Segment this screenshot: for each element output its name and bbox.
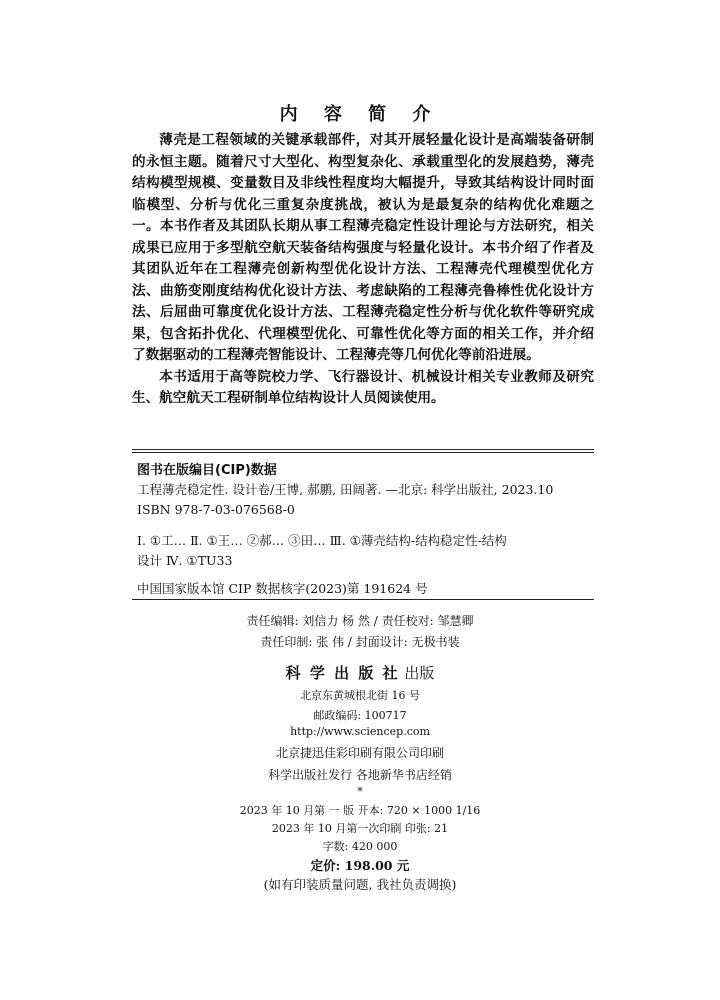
abstract-section (132, 130, 594, 410)
cip-classification-2: 设计 Ⅳ. ①TU33 (137, 553, 233, 568)
cip-record-number: 中国国家版本馆 CIP 数据核字(2023)第 191624 号 (137, 581, 428, 596)
credits-editors: 责任编辑: 刘信力 杨 然 / 责任校对: 邹慧卿 (246, 614, 474, 628)
abstract-paragraph-1: 薄壳是工程领域的关键承载部件，对其开展轻量化设计是高端装备研制的永恒主题。随着尺寸大型化、构型复杂化、承载重型化的发展趋势，薄壳结构模型规模、变量数目及非线性程度均大幅提升，导致其结构设计同时面临模型、分析与优化三重复杂度挑战，被认为是最复杂的结构优化难题之一。本书作者及其团队长期从事工程薄壳稳定性设计理论与方法研究，相关成果已应用于多型航空航天装备结构强度与轻量化设计。本书介绍了作者及其团队近年在工程薄壳创新构型优化设计方法、工程薄壳代理模型优化方法、曲筋变刚度结构优化设计方法、考虑缺陷的工程薄壳鲁棒性优化设计方法、后屈曲可靠度优化设计方法、工程薄壳稳定性分析与优化软件等研究成果，包含拓扑优化、代理模型优化、可靠性优化等方面的相关工作，并介绍了数据驱动的工程薄壳智能设计、工程薄壳等几何优化等前沿进展。 (132, 132, 594, 363)
abstract-paragraph-2: 本书适用于高等院校力学、飞行器设计、机械设计相关专业教师及研究生、航空航天工程研制单位结构设计人员阅读使用。 (132, 368, 594, 406)
separator-star: * (357, 785, 363, 798)
divider-top-double (132, 452, 594, 453)
cip-isbn: ISBN 978-7-03-076568-0 (137, 502, 295, 517)
publisher-website: http://www.sciencep.com (290, 725, 430, 738)
printing-line: 2023 年 10 月第一次印刷 印张: 21 (271, 822, 449, 835)
publisher-name-line (0, 662, 720, 683)
cip-classification-1: Ⅰ. ①工… Ⅱ. ①王… ②郝… ③田… Ⅲ. ①薄壳结构-结构稳定性-结构 (137, 533, 507, 548)
price-line: 定价: 198.00 元 (310, 858, 410, 873)
notice-line: (如有印装质量问题, 我社负责调换) (263, 877, 457, 892)
publisher-suffix: 出版 (404, 664, 435, 682)
publisher-address: 北京东黄城根北街 16 号 (300, 689, 420, 702)
publisher-postcode: 邮政编码: 100717 (313, 709, 407, 722)
credits-production: 责任印制: 张 伟 / 封面设计: 无极书装 (260, 635, 460, 649)
page-title: 内 容 简 介 (279, 104, 441, 125)
divider-bottom (132, 599, 594, 600)
printer-line: 北京捷迅佳彩印刷有限公司印刷 (275, 746, 444, 760)
wordcount-line: 字数: 420 000 (322, 840, 398, 853)
divider-top (132, 449, 594, 450)
cip-heading: 图书在版编目(CIP)数据 (137, 463, 277, 478)
edition-line: 2023 年 10 月第 一 版 开本: 720 × 1000 1/16 (239, 804, 481, 817)
cip-bibliographic-line: 工程薄壳稳定性. 设计卷/王博, 郝鹏, 田阔著. —北京: 科学出版社, 2023.10 (137, 482, 554, 497)
publisher-name: 科 学 出 版 社 (285, 664, 400, 682)
distribution-line: 科学出版社发行 各地新华书店经销 (268, 768, 452, 782)
